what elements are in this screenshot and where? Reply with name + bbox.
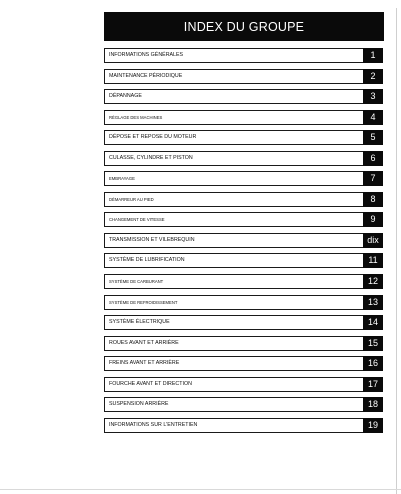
section-number: 3 (363, 89, 383, 104)
section-number: 14 (363, 315, 383, 330)
index-title-bar (104, 12, 384, 41)
section-number: 11 (363, 253, 383, 268)
section-number: 6 (363, 151, 383, 166)
section-row-4[interactable] (104, 110, 383, 125)
section-number: 4 (363, 110, 383, 125)
section-number: 8 (363, 192, 383, 207)
section-number: 13 (363, 295, 383, 310)
section-row-14[interactable] (104, 315, 383, 330)
section-label: INFORMATIONS GÉNÉRALES (109, 52, 184, 58)
index-title: INDEX DU GROUPE (183, 19, 305, 34)
section-number: 2 (363, 69, 383, 84)
section-row-18[interactable] (104, 397, 383, 412)
section-label: DÉPANNAGE (109, 93, 142, 100)
section-label: SYSTÈME DE CARBURANT (109, 279, 164, 285)
section-label: SUSPENSION ARRIÈRE (109, 401, 169, 408)
section-list (104, 48, 383, 438)
section-row-11[interactable] (104, 253, 383, 268)
section-label: FOURCHE AVANT ET DIRECTION (109, 380, 192, 387)
section-number: 9 (363, 212, 383, 227)
section-row-19[interactable] (104, 418, 383, 433)
section-row-17[interactable] (104, 377, 383, 392)
section-label: SYSTÈME DE REFROIDISSEMENT (109, 299, 178, 305)
section-label: DÉPOSE ET REPOSE DU MOTEUR (109, 134, 197, 141)
section-number: dix (363, 233, 383, 248)
section-row-15[interactable] (104, 336, 383, 351)
section-number: 12 (363, 274, 383, 289)
section-number: 7 (363, 171, 383, 186)
section-row-9[interactable] (104, 212, 383, 227)
section-row-12[interactable] (104, 274, 383, 289)
page-edge-bottom (0, 489, 401, 490)
section-label: CHANGEMENT DE VITESSE (109, 217, 165, 223)
page-edge-right (396, 8, 397, 494)
section-label: TRANSMISSION ET VILEBREQUIN (109, 236, 195, 243)
section-number: 19 (363, 418, 383, 433)
section-label: SYSTÈME DE LUBRIFICATION (109, 257, 185, 264)
section-label: DÉMARREUR AU PIED (109, 196, 154, 202)
section-label: FREINS AVANT ET ARRIÈRE (109, 360, 180, 367)
section-label: RÉGLAGE DES MACHINES (109, 114, 163, 120)
section-number: 5 (363, 130, 383, 145)
section-row-16[interactable] (104, 356, 383, 371)
section-label: EMBRAYAGE (109, 176, 135, 182)
section-row-3[interactable] (104, 89, 383, 104)
section-row-6[interactable] (104, 151, 383, 166)
section-row-2[interactable] (104, 69, 383, 84)
section-number: 17 (363, 377, 383, 392)
section-number: 1 (363, 48, 383, 63)
section-row-1[interactable] (104, 48, 383, 63)
section-row-13[interactable] (104, 295, 383, 310)
section-row-10[interactable] (104, 233, 383, 248)
section-label: ROUES AVANT ET ARRIÈRE (109, 339, 179, 346)
section-row-7[interactable] (104, 171, 383, 186)
section-label: CULASSE, CYLINDRE ET PISTON (109, 154, 193, 161)
section-row-5[interactable] (104, 130, 383, 145)
section-label: SYSTÈME ÉLECTRIQUE (109, 319, 170, 326)
section-row-8[interactable] (104, 192, 383, 207)
section-label: INFORMATIONS SUR L'ENTRETIEN (109, 421, 198, 428)
section-number: 16 (363, 356, 383, 371)
section-number: 18 (363, 397, 383, 412)
section-number: 15 (363, 336, 383, 351)
section-label: MAINTENANCE PÉRIODIQUE (109, 72, 183, 79)
